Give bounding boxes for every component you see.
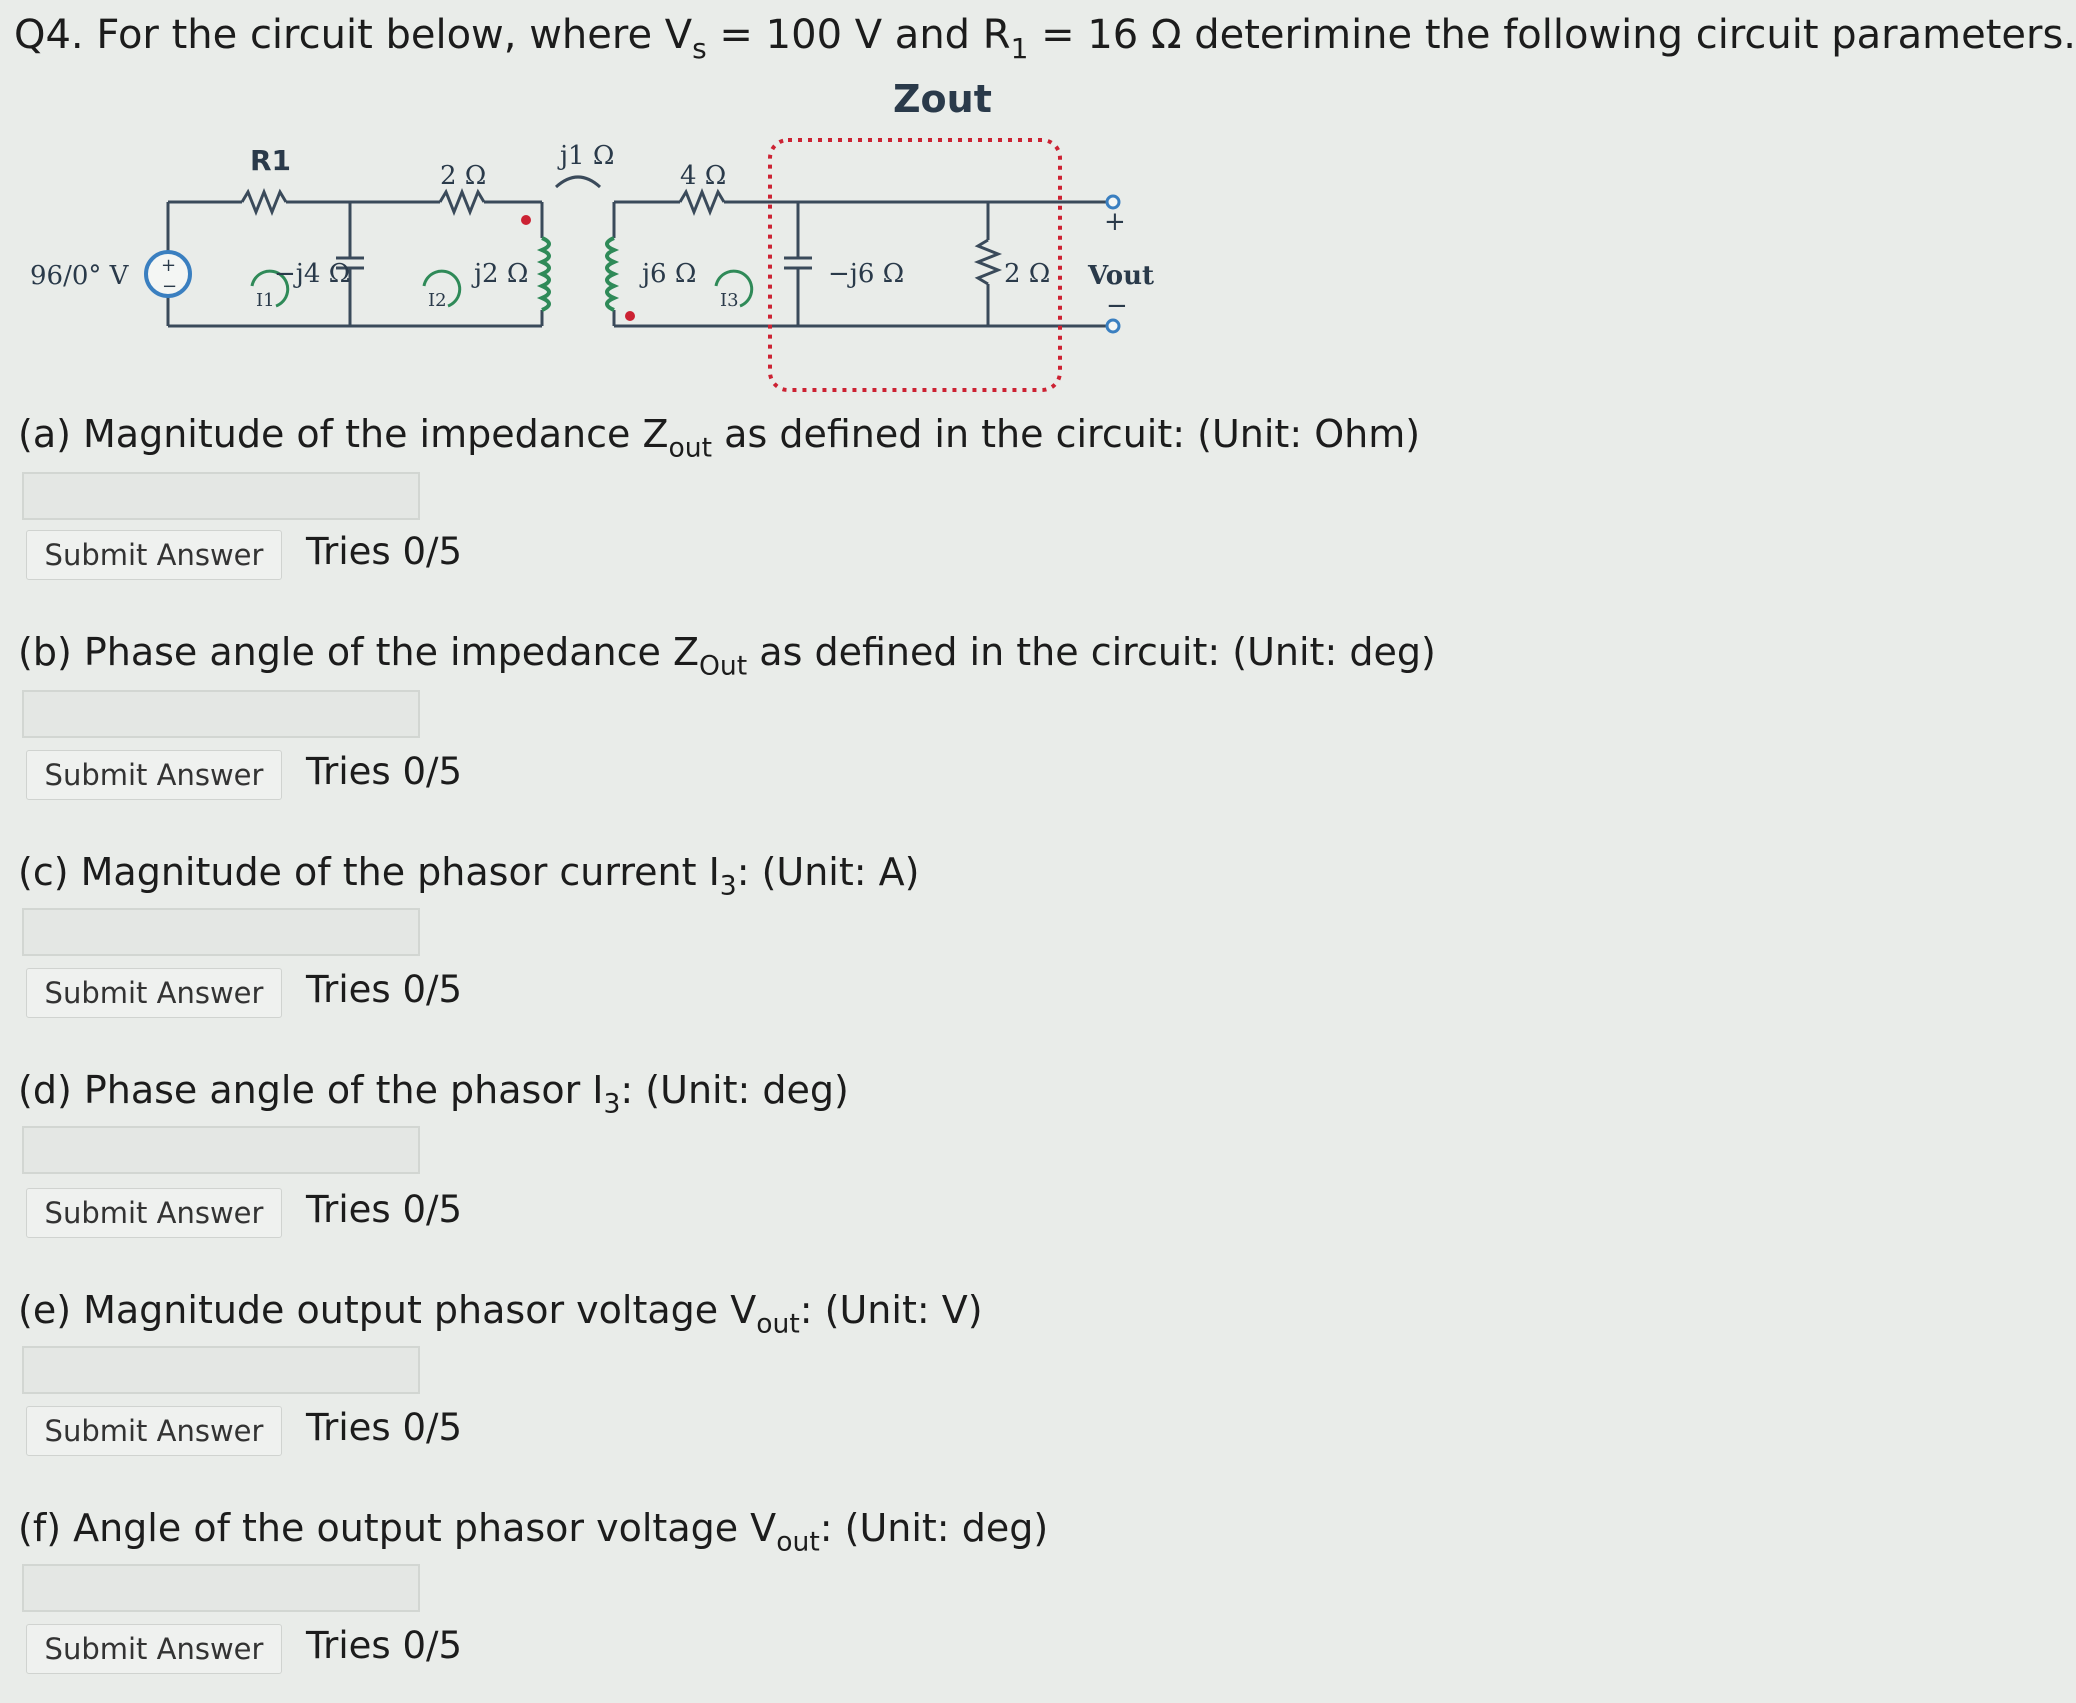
part-e-tries: Tries 0/5 [306,1406,463,1449]
part-e-prompt [18,1288,983,1339]
cap1-label: −j4 Ω [274,259,351,289]
part-a-prompt [18,412,1420,463]
r1-label: R1 [250,144,292,177]
part-c-tries: Tries 0/5 [306,968,463,1011]
ind6-label: j6 Ω [642,259,697,289]
part-b-tries: Tries 0/5 [306,750,463,793]
part-b-text: (b) Phase angle of the impedance Z [18,630,699,674]
mesh1-label: I1 [256,290,275,311]
part-b-rest: as defined in the circuit: (Unit: deg) [747,630,1436,674]
question-text [14,12,2076,65]
part-e-submit-button[interactable]: Submit Answer [26,1406,282,1456]
part-a-text: (a) Magnitude of the impedance Z [18,412,669,456]
part-d-sub: 3 [603,1088,621,1120]
part-e-text: (e) Magnitude output phasor voltage V [18,1288,757,1332]
part-e-rest: : (Unit: V) [799,1288,983,1332]
part-c-submit-button[interactable]: Submit Answer [26,968,282,1018]
vout-label: Vout [1088,261,1155,291]
part-f-sub: out [776,1526,820,1558]
part-c-rest: : (Unit: A) [736,850,920,894]
ind2-label: j2 Ω [474,259,529,289]
part-f-tries: Tries 0/5 [306,1624,463,1667]
part-c-text: (c) Magnitude of the phasor current I [18,850,720,894]
part-d-submit-button[interactable]: Submit Answer [26,1188,282,1238]
circuit-diagram [20,72,1160,402]
part-d-tries: Tries 0/5 [306,1188,463,1231]
vs-subscript: s [692,31,707,65]
cap6-label: −j6 Ω [828,259,905,289]
part-b-answer-input[interactable] [22,690,420,738]
part-b-prompt [18,630,1436,681]
part-a-sub: out [668,432,713,464]
source-minus: − [162,276,178,297]
zout-label: Zout [893,77,992,121]
coupling-dot-primary [521,215,531,225]
part-d-answer-input[interactable] [22,1126,420,1174]
part-f-answer-input[interactable] [22,1564,420,1612]
part-f-text: (f) Angle of the output phasor voltage V [18,1506,777,1550]
part-a-rest: as defined in the circuit: (Unit: Ohm) [712,412,1421,456]
part-b-sub: Out [699,650,748,682]
question-mid2: = 16 Ω deterimine the following circuit parameters. [1028,12,2076,58]
coupling-dot-secondary [625,311,635,321]
vout-minus: − [1106,291,1128,321]
mesh2-label: I2 [428,290,447,311]
mesh3-label: I3 [720,290,739,311]
r1-subscript: 1 [1010,31,1029,65]
part-c-sub: 3 [719,870,737,902]
res2-label: 2 Ω [440,161,487,191]
part-c-answer-input[interactable] [22,908,420,956]
source-plus: + [161,255,177,276]
part-b-submit-button[interactable]: Submit Answer [26,750,282,800]
source-label: 96/0° V [30,261,129,291]
part-d-text: (d) Phase angle of the phasor I [18,1068,604,1112]
part-c-prompt [18,850,919,901]
part-f-rest: : (Unit: deg) [819,1506,1049,1550]
res4-label: 4 Ω [680,161,727,191]
part-d-prompt [18,1068,849,1119]
part-e-answer-input[interactable] [22,1346,420,1394]
vout-minus-terminal-icon [1107,320,1119,332]
part-f-submit-button[interactable]: Submit Answer [26,1624,282,1674]
part-e-sub: out [756,1308,800,1340]
part-f-prompt [18,1506,1048,1557]
res2out-label: 2 Ω [1004,259,1051,289]
mutual-label: j1 Ω [560,141,615,171]
vout-plus: + [1104,207,1126,237]
question-mid1: = 100 V and R [706,12,1011,58]
question-prefix: Q4. For the circuit below, where V [14,12,693,58]
part-a-answer-input[interactable] [22,472,420,520]
part-d-rest: : (Unit: deg) [620,1068,849,1112]
part-a-tries: Tries 0/5 [306,530,463,573]
part-a-submit-button[interactable]: Submit Answer [26,530,282,580]
